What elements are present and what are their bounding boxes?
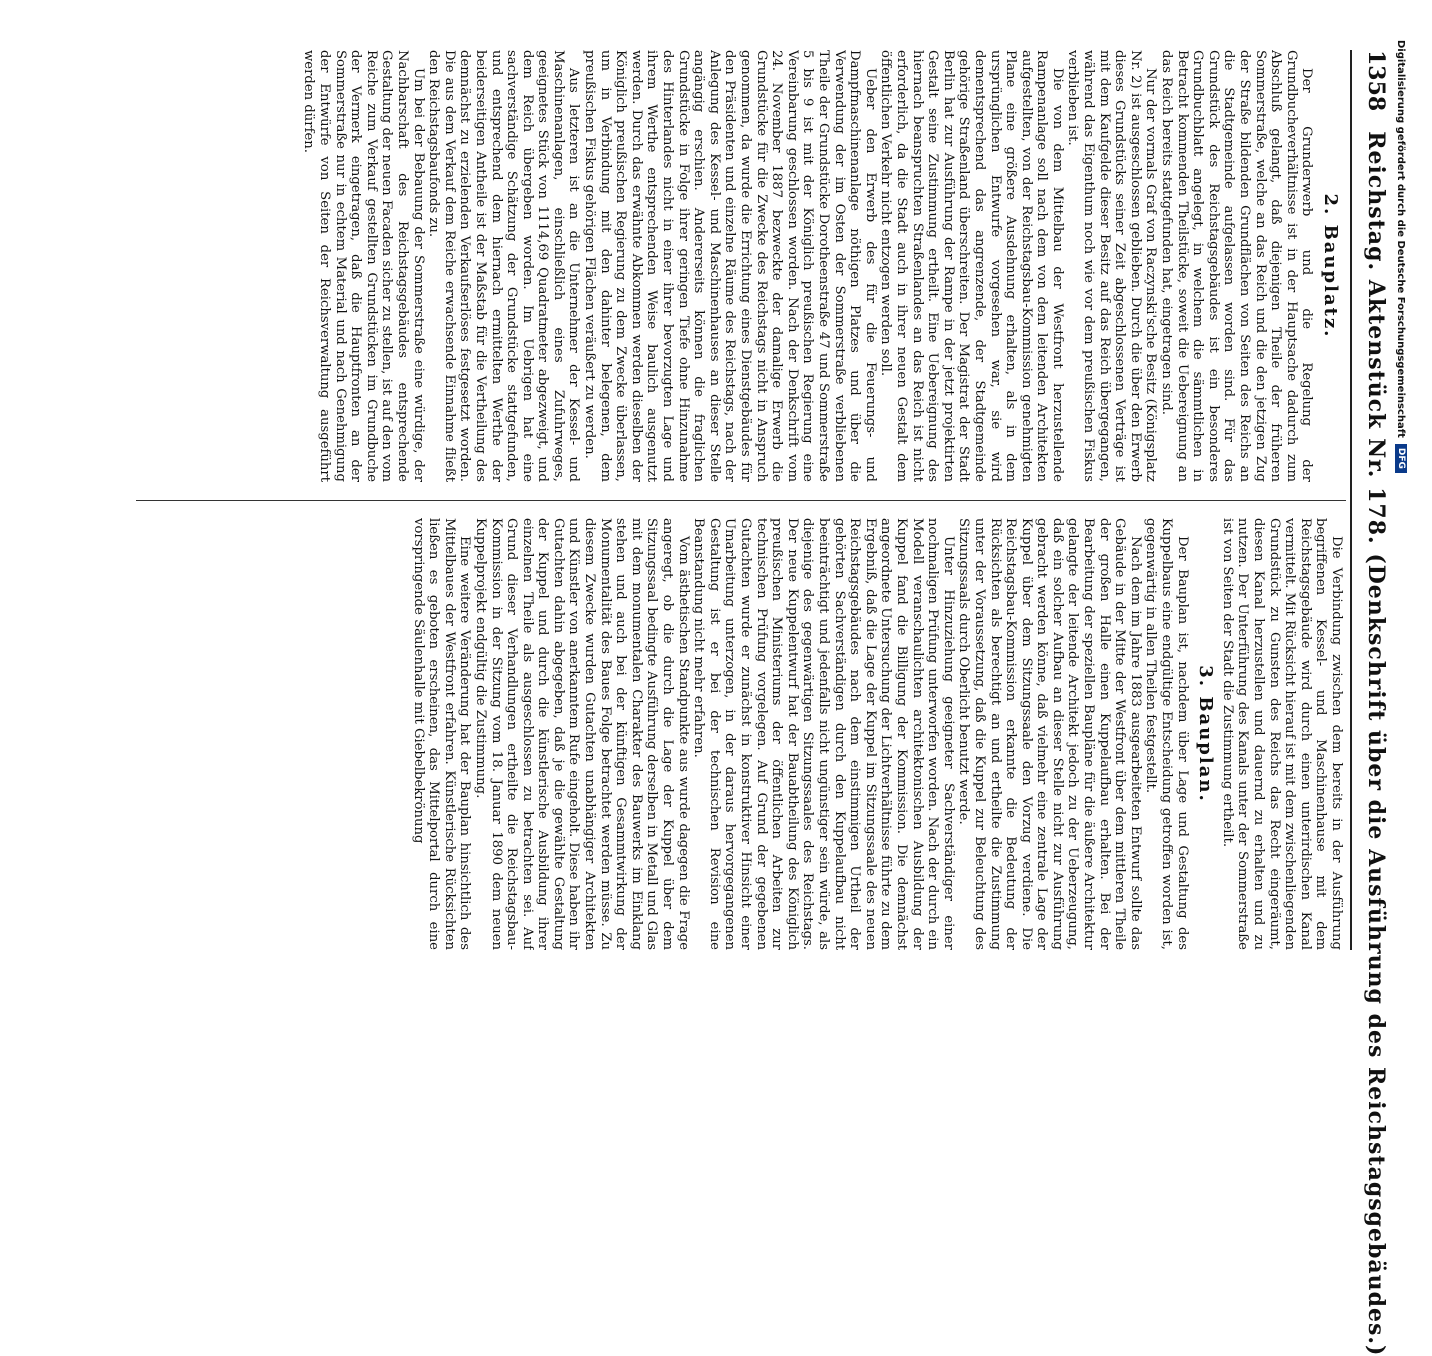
paragraph: Nur der vormals Graf von Raczynski'sche Besitz (Königsplatz Nr. 2) ist ausgeschlossen geblieben. Durch die über den Erwerb dieses Grundstücks seiner Zeit abgeschlossenen Verträge ist mit dem Kaufgelde dieser Besitz auf das Reich übergegangen, während das Eigenthum noch wie vor dem preußischen Fiskus verblieben ist. [1065,50,1159,482]
paragraph: Ueber den Erwerb des für die Feuerungs- und Dampfmaschinenanlage nöthigen Platzes und über die Verwendung der im Osten der Sommerstraße verbliebenen Theile der Grundstücke Dorotheenstraße 47 und Sommerstraße 5 bis 9 ist mit der Königlich preußischen Regierung eine Vereinbarung geschlossen worden. Nach der Denkschrift vom 24. November 1887 bezweckte der damalige Erwerb die Grundstücke für die Zwecke des Reichstags nicht in Anspruch genommen, da wurde die Errichtung eines Dienstgebäudes für den Präsidenten und einzelne Räume des Reichstags, nach der Anlegung des Kessel- und Maschinenhauses an dieser Stelle angängig erschien. Andererseits können die fraglichen Grundstücke in Folge ihrer geringen Tiefe ohne Hinzunahme des Hinterlandes nicht in einer ihrer bevorzugten Lage und ihrem Werthe entsprechenden Weise baulich ausgenutzt werden. Durch das erwähnte Abkommen werden dieselben der Königlich preußischen Regierung zu dem Zwecke überlassen, um in Verbindung mit den dahinter belegenen, dem preußischen Fiskus gehörigen Flächen veräußert zu werden. [582,50,878,482]
dfg-logo: DFG [1395,444,1407,473]
running-title: Reichstag. Aktenstück Nr. 178. (Denkschrift über die Ausführung des Reichstagsgebäudes.) [1363,131,1389,1356]
paragraph: Die von dem Mittelbau der Westfront herzustellende Rampenanlage soll nach dem von dem leitenden Architekten aufgestellten, von der Reichstagsbau-Kommission genehmigten Plane eine größere Ausdehnung erhalten, als in dem ursprünglichen Entwurfe vorgesehen war, sie wird dementsprechend das angrenzende, der Stadtgemeinde gehörige Straßenland überschreiten. Der Magistrat der Stadt Berlin hat zur Ausführung der Rampe in der jetzt projektirten Gestalt seine Zustimmung ertheilt. Eine Uebereignung des hiernach beanspruchten Straßenlandes an das Reich ist nicht erforderlich, da die Stadt auch in ihrer neuen Gestalt dem öffentlichen Verkehr nicht entzogen werden soll. [878,50,1065,482]
paragraph: Unter Hinzuziehung geeigneter Sachverständiger einer nochmaligen Prüfung unterworfen worden. Nach der durch ein Modell veranschaulichten architektonischen Ausbildung der Kuppel fand die Billigung der Kommission. Die demnächst angeordnete Untersuchung der Lichtverhältnisse führte zu dem Ergebniß, daß die Lage der Kuppel im Sitzungssaale des neuen Reichstagsgebäudes nach dem einstimmigen Urtheil der gehörten Sachverständigen durch den Kuppelaufbau nicht beeinträchtigt und jedenfalls nicht ungünstiger sein würde, als diejenige des gegenwärtigen Sitzungssaales des Reichstags. Der neue Kuppelentwurf hat der Bauabtheilung des Königlich preußischen Ministeriums der öffentlichen Arbeiten zur technischen Prüfung vorgelegen. Auf Grund der gegebenen Gutachten wurde er zunächst in konstruktiver Hinsicht einer Umarbeitung unterzogen, in der daraus hervorgegangenen Gestaltung ist er bei der technischen Revision eine Beanstandung nicht mehr erfahren. [691,518,956,950]
section-title-bauplan: 3. Bauplan. [1195,665,1217,803]
paragraph: Aus letzteren ist an die Unternehmer der Kessel- und Maschinenanlagen, einschließlich eines Zufuhrweges, geeignetes Stück von 1114,69 Quadratmeter abgezweigt, und dem Reich übergeben worden. Im Uebrigen hat eine sachverständige Schätzung der Grundstücke stattgefunden, und entsprechend dem hiernach ermittelten Werthe der beiderseitigen Antheile ist der Maßstab für die Vertheilung des demnächst zu erzielenden Verkaufserlöses festgesetzt worden. Die aus dem Verkauf dem Reiche erwachsende Einnahme fließt den Reichstagsbaufonds zu. [426,50,582,482]
right-column [134,518,1344,950]
digitization-credit [1392,40,1410,1000]
paragraph: Die Verbindung zwischen dem bereits in der Ausführung begriffenen Kessel- und Maschinenhause mit dem Reichstagsgebäude wird durch einen unterirdischen Kanal vermittelt. Mit Rücksicht hierauf ist mit dem zwischenliegenden Grundstück zu Gunsten des Reichs das Recht eingeräumt, diesen Kanal herzustellen und dauernd zu erhalten und zu nutzen. Der Unterführung des Kanals unter der Sommerstraße ist von Seiten der Stadt die Zustimmung ertheilt. [1219,518,1344,950]
page-number: 1358 [1363,50,1389,112]
paragraph: Vom ästhetischen Standpunkte aus wurde dagegen die Frage angeregt, ob die durch die Lage der Kuppel über dem Sitzungssaal bedingte Ausführung derselben in Metall und Glas mit dem monumentalen Charakter des Bauwerks im Einklang stehen und auch bei der künftigen Gesammtwirkung der Monumentalität des Baues Folge betrachtet werden müsse. Zu diesem Zwecke wurden Gutachten unabhängiger Architekten und Künstler von anerkanntem Rufe eingeholt. Diese haben ihr Gutachten dahin abgegeben, daß je die gewählte Gestaltung der Kuppel und durch die künstlerische Ausbildung ihrer einzelnen Theile als ausgeschlossen zu betrachten sei. Auf Grund dieser Verhandlungen ertheilte die Reichstagsbau-Kommission in der Sitzung vom 18. Januar 1890 dem neuen Kuppelprojekt endgültig die Zustimmung. [472,518,691,950]
section-title-bauplatz: 2. Bauplatz. [1320,193,1341,339]
paragraph: Der Bauplan ist, nachdem über Lage und Gestaltung des Kuppelbaus eine endgültige Entscheidung getroffen worden ist, gegenwärtig in allen Theilen festgestellt. [1143,518,1190,950]
column-divider [136,500,1346,501]
paragraph: Der Grunderwerb und die Regelung der Grundbucheverhältnisse ist in der Hauptsache dadurch zum Abschluß gelangt, daß diejenigen Theile der früheren Sommerstraße, welche an das Reich und die den jetzigen Zug der Straße bildenden Grundflächen von Seiten des Reichs an die Stadtgemeinde aufgelassen worden sind. Für das Grundstück des Reichstagsgebäudes ist ein besonderes Grundbuchblatt angelegt, in welchem die sämmtlichen in Betracht kommenden Theilstücke, soweit die Uebereignung an das Reich bereits stattgefunden hat, eingetragen sind. [1159,50,1315,482]
page-header [1356,50,1396,1356]
left-column [134,50,1344,482]
credit-text: Digitalisierung gefördert durch die Deutsche Forschungsgemeinschaft [1395,40,1407,438]
header-rule [1350,50,1352,950]
rotated-page-content [126,50,1396,1356]
paragraph: Eine weitere Veränderung hat der Bauplan hinsichtlich des Mittelbaues der Westfront erfahren. Künstlerische Rücksichten ließen es geboten erscheinen, das Mittelportal durch eine vorspringende Säulenhalle mit Giebelbekrönung [410,518,473,950]
paragraph: Um bei der Bebauung der Sommerstraße eine würdige, der Nachbarschaft des Reichstagsgebäudes entsprechende Gestaltung der neuen Facaden sicher zu stellen, ist auf den vom Reiche zum Verkauf gestellten Grundstücken im Grundbuche der Vermerk eingetragen, daß die Hauptfronten an der Sommerstraße nur in echtem Material und nach Genehmigung der Entwürfe von Seiten der Reichsverwaltung ausgeführt werden dürfen. [301,50,426,482]
paragraph: Nach dem im Jahre 1883 ausgearbeiteten Entwurf sollte das Gebäude in der Mitte der Westfront über dem mittleren Theile der großen Halle einen Kuppelaufbau erhalten. Bei der Bearbeitung der speziellen Baupläne für die äußere Architektur gelangte der leitende Architekt jedoch zu der Ueberzeugung, daß ein solcher Aufbau an dieser Stelle nicht zur Ausführung gebracht werden könne, daß vielmehr eine zentrale Lage der Kuppel über dem Sitzungssaale den Vorzug verdiene. Die Reichstagsbau-Kommission erkannte die Bedeutung der Rücksichten als berechtigt an und ertheilte die Zustimmung unter der Voraussetzung, daß die Kuppel zur Beleuchtung des Sitzungssaals durch Oberlicht benutzt werde. [956,518,1143,950]
